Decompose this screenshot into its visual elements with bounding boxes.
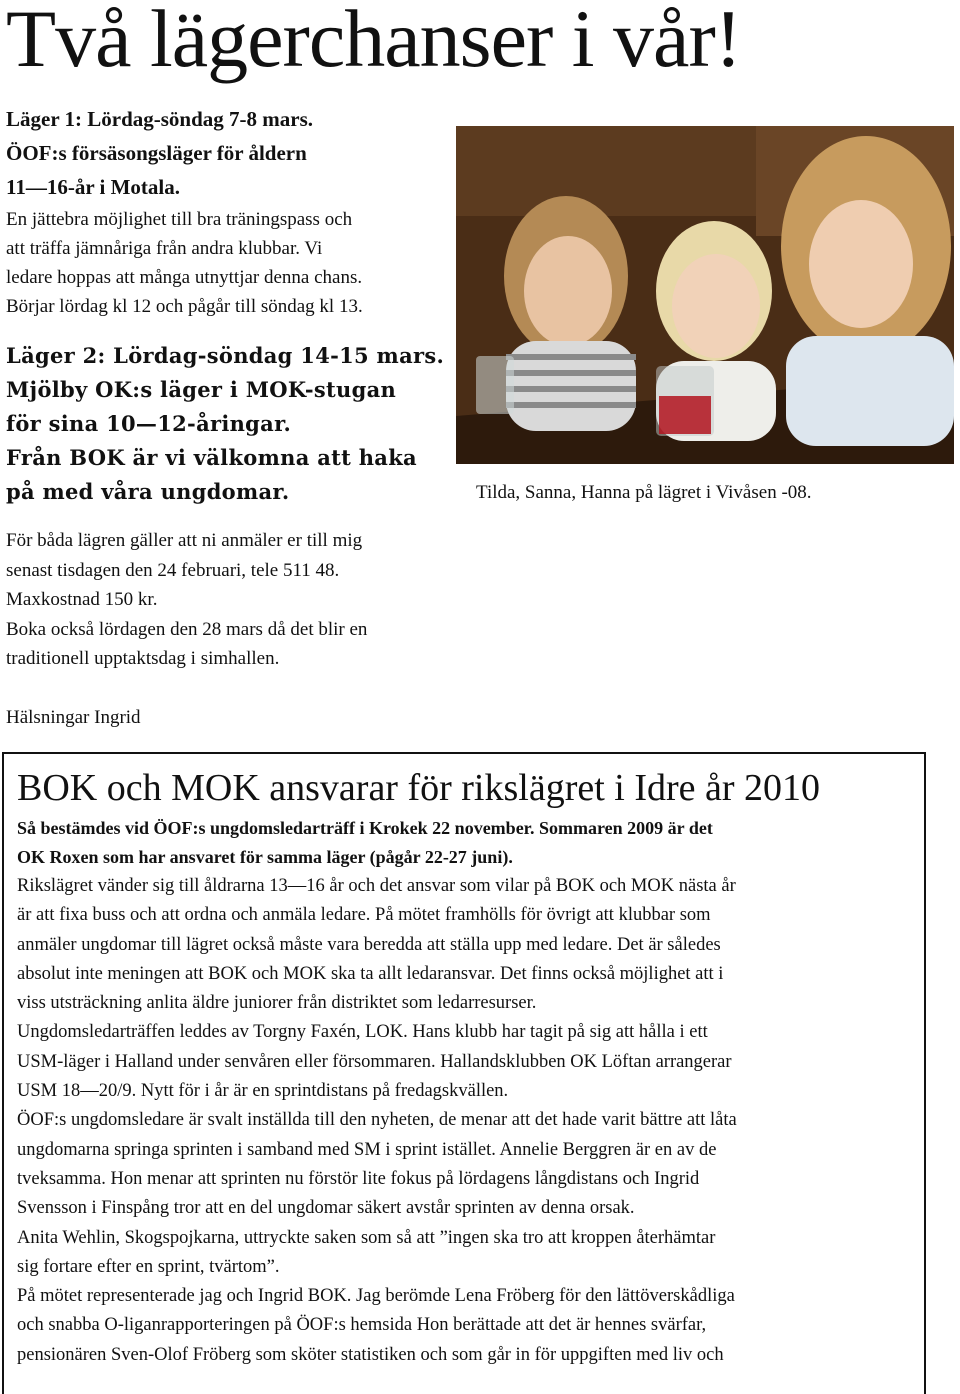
signup-line: För båda lägren gäller att ni anmäler er till mig	[6, 530, 363, 551]
article-title: BOK och MOK ansvarar för rikslägret i Idre år 2010	[17, 767, 821, 809]
camp-1-text-line: Börjar lördag kl 12 och pågår till söndag kl 13.	[6, 296, 363, 317]
article-content	[17, 754, 897, 1370]
article-text-line: sig fortare efter en sprint, tvärtom”.	[17, 1256, 280, 1277]
article-text-line: På mötet representerade jag och Ingrid BOK. Jag berömde Lena Fröberg för den lättöverskådliga	[17, 1286, 735, 1307]
article-box	[2, 752, 926, 1394]
signup-line: Maxkostnad 150 kr.	[6, 589, 158, 610]
camp-1-heading-line: 11—16-år i Motala.	[6, 175, 181, 199]
article-text-line: anmäler ungdomar till lägret också måste vara beredda att ställa upp med ledare. Det är således	[17, 934, 721, 955]
article-text-line: viss utsträckning anlita äldre juniorer från distriktet som ledarresurser.	[17, 993, 537, 1014]
signup-line: traditionell upptaktsdag i simhallen.	[6, 648, 280, 669]
camp-1-text-line: En jättebra möjlighet till bra träningspass och	[6, 209, 353, 230]
article-text-line: är att fixa buss och att ordna och anmäla ledare. På mötet framhölls för övrigt att klubbar som	[17, 905, 711, 926]
camp-1-heading-line: Läger 1: Lördag-söndag 7-8 mars.	[6, 107, 314, 131]
camp-2-line: Från BOK är vi välkomna att haka	[6, 445, 417, 470]
article-lead-line: Så bestämdes vid ÖOF:s ungdomsledarträff i Krokek 22 november. Sommaren 2009 är det	[17, 818, 713, 838]
signup-line: senast tisdagen den 24 februari, tele 511 48.	[6, 559, 340, 581]
article-text-line: Ungdomsledarträffen leddes av Torgny Faxén, LOK. Hans klubb har tagit på sig att hålla i ett	[17, 1022, 708, 1043]
photo-illustration	[456, 126, 954, 464]
camp-2-line: Läger 2: Lördag-söndag 14-15 mars.	[6, 343, 445, 368]
article-text-line: absolut inte meningen att BOK och MOK ska ta allt ledaransvar. Det finns också möjlighet att i	[17, 963, 724, 984]
page-title: Två lägerchanser i vår!	[6, 0, 742, 84]
article-text-line: pensionären Sven-Olof Fröberg som sköter statistiken och som går in för uppgiften med liv och	[17, 1344, 724, 1365]
article-text-line: Anita Wehlin, Skogspojkarna, uttryckte saken som så att ”ingen ska tro att kroppen återhämtar	[17, 1227, 716, 1248]
photo-caption: Tilda, Sanna, Hanna på lägret i Vivåsen -08.	[476, 482, 812, 503]
signup-info	[6, 526, 476, 674]
article-text-line: ÖOF:s ungdomsledare är svalt inställda till den nyheten, de menar att det hade varit bättre att låta	[17, 1110, 737, 1131]
article-text-line: och snabba O-liganrapporteringen på ÖOF:s hemsida Hon berättade att det är hennes svärfar,	[17, 1315, 707, 1336]
camp-2-line: för sina 10—12-åringar.	[6, 411, 292, 436]
article-text-line: USM-läger i Halland under senvåren eller försommaren. Hallandsklubben OK Löftan arrangerar	[17, 1051, 732, 1072]
camp-1-text-line: att träffa jämnåriga från andra klubbar. Vi	[6, 238, 323, 259]
camp-1-section	[6, 102, 446, 321]
article-text-line: USM 18—20/9. Nytt för i år är en sprintdistans på fredagskvällen.	[17, 1081, 509, 1102]
article-text-line: ungdomarna springa sprinten i samband med SM i sprint istället. Annelie Berggren är en av de	[17, 1139, 717, 1160]
article-text-line: Rikslägret vänder sig till åldrarna 13—16 år och det ansvar som vilar på BOK och MOK nästa år	[17, 876, 736, 896]
camp-1-description	[6, 205, 446, 321]
camp-1-text-line: ledare hoppas att många utnyttjar denna chans.	[6, 267, 363, 288]
camp-1-heading-line: ÖOF:s försäsongsläger för åldern	[6, 141, 307, 165]
camp-2-line: Mjölby OK:s läger i MOK-stugan	[6, 377, 397, 402]
camp-2-section	[6, 339, 446, 509]
photo-three-girls	[456, 126, 954, 464]
article-lead-line: OK Roxen som har ansvaret för samma läger (pågår 22-27 juni).	[17, 847, 513, 867]
camp-2-line: på med våra ungdomar.	[6, 479, 290, 504]
greeting: Hälsningar Ingrid	[6, 707, 141, 728]
signup-line: Boka också lördagen den 28 mars då det blir en	[6, 618, 368, 640]
article-text-line: tveksamma. Hon menar att sprinten nu förstör lite fokus på lördagens långdistans och Ingrid	[17, 1168, 700, 1189]
article-text-line: Svensson i Finspång tror att en del ungdomar säkert avstår sprinten av denna orsak.	[17, 1198, 635, 1219]
